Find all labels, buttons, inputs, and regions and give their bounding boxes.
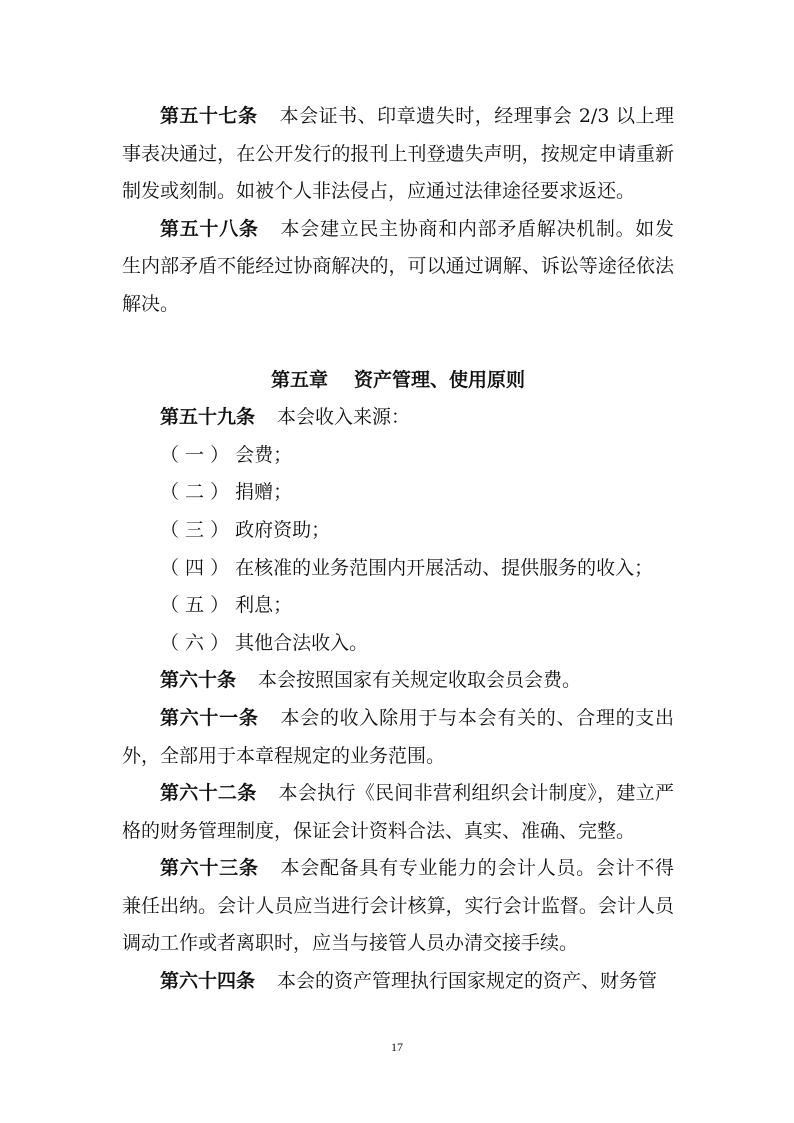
article-number: 第六十四条 <box>160 970 256 993</box>
article-60 <box>122 662 674 700</box>
article-number: 第六十三条 <box>160 857 259 880</box>
chapter-heading <box>122 362 674 400</box>
article-text: 本会收入来源： <box>277 406 411 429</box>
list-item: （ 一 ） 会费； <box>160 443 293 466</box>
article-59 <box>122 399 674 437</box>
article-text: 本会的收入除用于与本会有关的、合理的支出外，全部用于本章程规定的业务范围。 <box>122 706 674 767</box>
article-text: 本会证书、印章遗失时，经理事会 2/3 以上理事表决通过，在公开发行的报刊上刊登遗失声明，按规定申请重新制发或刻制。如被个人非法侵占，应通过法律途径要求返还。 <box>122 105 674 203</box>
article-number: 第五十九条 <box>160 406 256 429</box>
article-number: 第五十八条 <box>160 217 259 240</box>
article-text: 本会按照国家有关规定收取会员会费。 <box>258 669 582 692</box>
document-page <box>122 98 674 1001</box>
article-number: 第六十二条 <box>160 782 257 805</box>
article-number: 第五十七条 <box>160 105 258 127</box>
list-item: （ 六 ） 其他合法收入。 <box>160 631 369 654</box>
list-item: （ 四 ） 在核准的业务范围内开展活动、提供服务的收入； <box>160 556 654 579</box>
article-number: 第六十条 <box>160 669 237 692</box>
article-number: 第六十一条 <box>160 706 259 729</box>
article-text: 本会的资产管理执行国家规定的资产、财务管 <box>277 970 658 993</box>
chapter-number: 第五章 <box>270 368 328 391</box>
article-61 <box>122 700 674 775</box>
article-64 <box>122 963 674 1001</box>
article-62 <box>122 775 674 850</box>
article-text: 本会建立民主协商和内部矛盾解决机制。如发生内部矛盾不能经过协商解决的，可以通过调解、诉讼等途径依法解决。 <box>122 217 674 315</box>
chapter-title: 资产管理、使用原则 <box>354 368 526 391</box>
article-57 <box>122 98 674 211</box>
page-number: 17 <box>391 1040 403 1054</box>
article-58 <box>122 211 674 324</box>
list-item: （ 二 ） 捐赠； <box>160 481 293 504</box>
article-text: 本会配备具有专业能力的会计人员。会计不得兼任出纳。会计人员应当进行会计核算，实行会计监督。会计人员调动工作或者离职时，应当与接管人员办清交接手续。 <box>122 857 674 955</box>
list-item: （ 三 ） 政府资助； <box>160 518 331 541</box>
article-text: 本会执行《民间非营利组织会计制度》，建立严格的财务管理制度，保证会计资料合法、真实、准确、完整。 <box>122 782 674 842</box>
article-63 <box>122 850 674 963</box>
list-item: （ 五 ） 利息； <box>160 594 293 617</box>
